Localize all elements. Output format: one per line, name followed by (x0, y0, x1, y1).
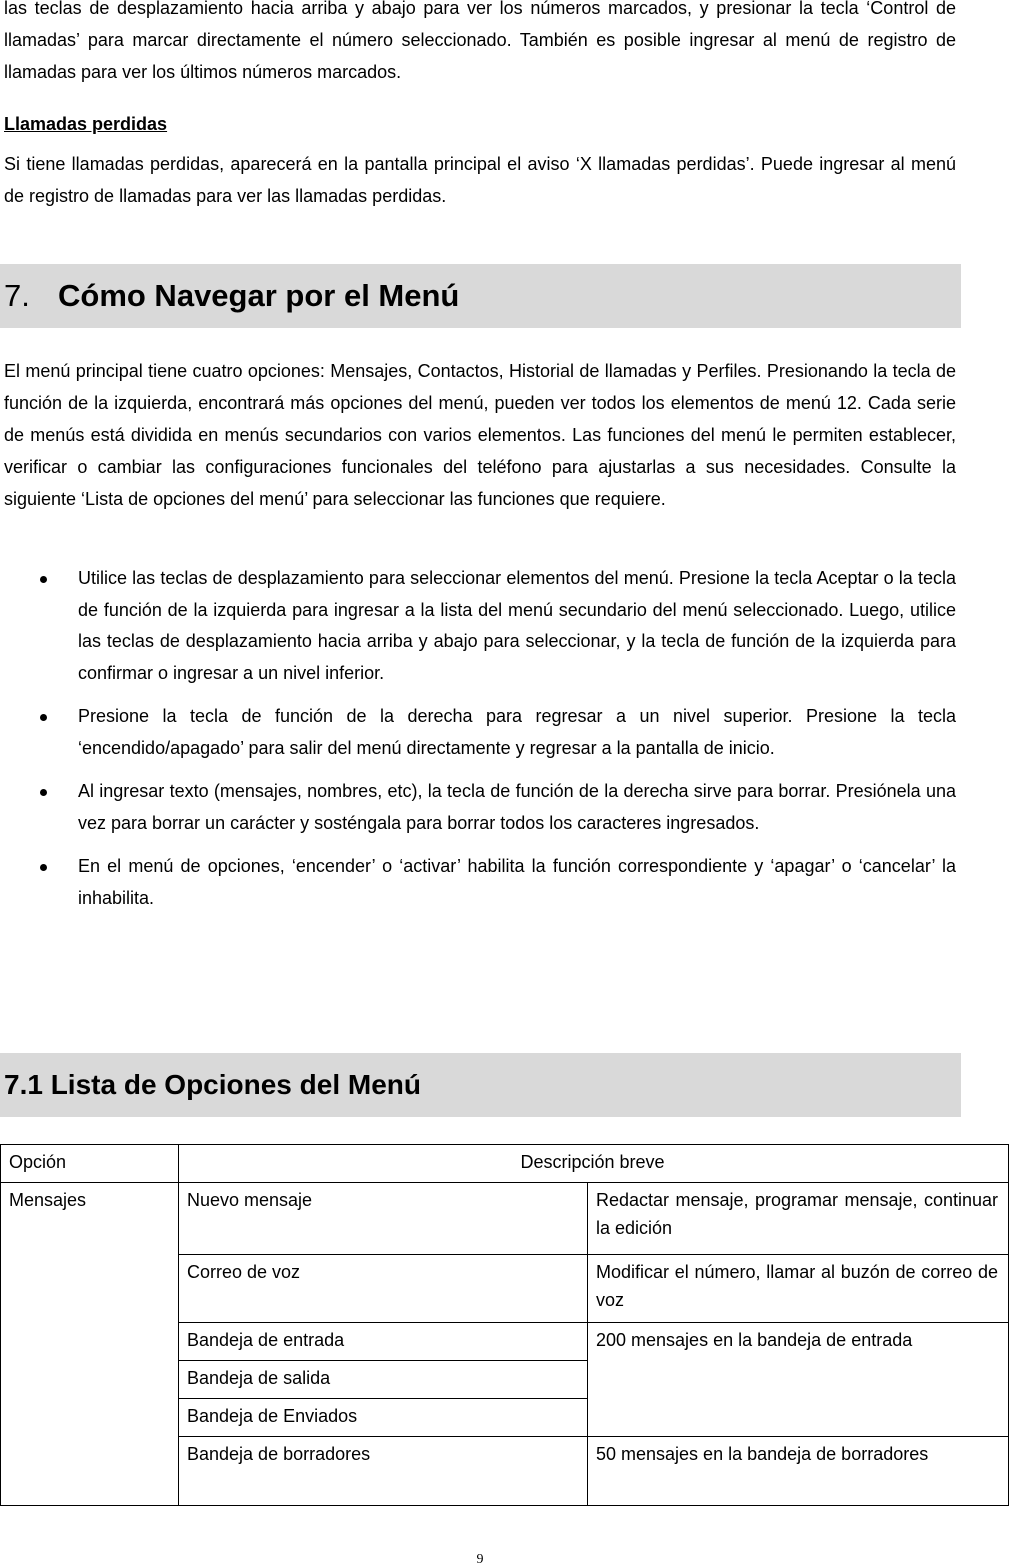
section-7-heading-bar (0, 264, 961, 328)
bullet-item (0, 701, 956, 764)
table-row (1, 1183, 1009, 1255)
bullet-item (0, 776, 956, 839)
bullet-icon (40, 864, 47, 871)
bullet-icon (40, 789, 47, 796)
section-7-1-heading-bar (0, 1053, 961, 1117)
item-cell: Bandeja de borradores (179, 1437, 588, 1506)
section-7-number: 7. (4, 278, 30, 313)
item-cell: Bandeja de Enviados (179, 1399, 588, 1437)
item-cell: Correo de voz (179, 1255, 588, 1323)
item-cell: Nuevo mensaje (179, 1183, 588, 1255)
bullet-text: En el menú de opciones, ‘encender’ o ‘activar’ habilita la función correspondiente y ‘apagar’ o ‘cancelar’ la inhabilita. (78, 856, 956, 908)
section-7-title: Cómo Navegar por el Menú (58, 278, 460, 313)
section-7-bullet-list (0, 563, 956, 926)
bullet-item (0, 563, 956, 689)
bullet-icon (40, 714, 47, 721)
page-number: 9 (476, 1552, 484, 1567)
bullet-icon (40, 576, 47, 583)
item-cell: Bandeja de entrada (179, 1323, 588, 1361)
header-option: Opción (1, 1145, 179, 1183)
menu-options-table (0, 1144, 1009, 1506)
intro-paragraph: las teclas de desplazamiento hacia arriba y abajo para ver los números marcados, y presionar la tecla ‘Control de llamadas’ para marcar directamente el número seleccionado. También es posible ingresar al menú de registro de llamadas para ver los últimos números marcados. (4, 0, 956, 82)
missed-calls-heading: Llamadas perdidas (4, 114, 168, 134)
table-header-row (1, 1145, 1009, 1183)
section-7-heading (4, 276, 459, 316)
desc-cell: Modificar el número, llamar al buzón de correo de voz (588, 1255, 1009, 1323)
section-7-1-title: 7.1 Lista de Opciones del Menú (4, 1069, 421, 1100)
bullet-text: Presione la tecla de función de la derecha para regresar a un nivel superior. Presione la tecla ‘encendido/apagado’ para salir del menú directamente y regresar a la pantalla de inicio. (78, 706, 956, 758)
item-cell: Bandeja de salida (179, 1361, 588, 1399)
desc-cell: 50 mensajes en la bandeja de borradores (588, 1437, 1009, 1506)
bullet-item (0, 851, 956, 914)
bullet-text: Utilice las teclas de desplazamiento para seleccionar elementos del menú. Presione la tecla Aceptar o la tecla de función de la izquierda para ingresar a la lista del menú secundario del menú seleccionado. Luego, utilice las teclas de desplazamiento hacia arriba y abajo para seleccionar, y la tecla de función de la izquierda para confirmar o ingresar a un nivel inferior. (78, 568, 956, 683)
header-description: Descripción breve (179, 1145, 1009, 1183)
missed-calls-paragraph: Si tiene llamadas perdidas, aparecerá en la pantalla principal el aviso ‘X llamadas perdidas’. Puede ingresar al menú de registro de llamadas para ver las llamadas perdidas. (4, 154, 956, 206)
section-7-body: El menú principal tiene cuatro opciones: Mensajes, Contactos, Historial de llamadas y Perfiles. Presionando la tecla de función de la izquierda, encontrará más opciones del menú, pueden ver todos los elementos de menú 12. Cada serie de menús está dividida en menús secundarios con varios elementos. Las funciones del menú le permiten establecer, verificar o cambiar las configuraciones funcionales del teléfono para ajustarlas a sus necesidades. Consulte la siguiente ‘Lista de opciones del menú’ para seleccionar las funciones que requiere. (4, 361, 956, 509)
group-cell-mensajes: Mensajes (1, 1183, 179, 1506)
desc-cell: 200 mensajes en la bandeja de entrada (588, 1323, 1009, 1437)
desc-cell: Redactar mensaje, programar mensaje, continuar la edición (588, 1183, 1009, 1255)
bullet-text: Al ingresar texto (mensajes, nombres, etc), la tecla de función de la derecha sirve para borrar. Presiónela una vez para borrar un carácter y sosténgala para borrar todos los caracteres ingresados. (78, 781, 956, 833)
